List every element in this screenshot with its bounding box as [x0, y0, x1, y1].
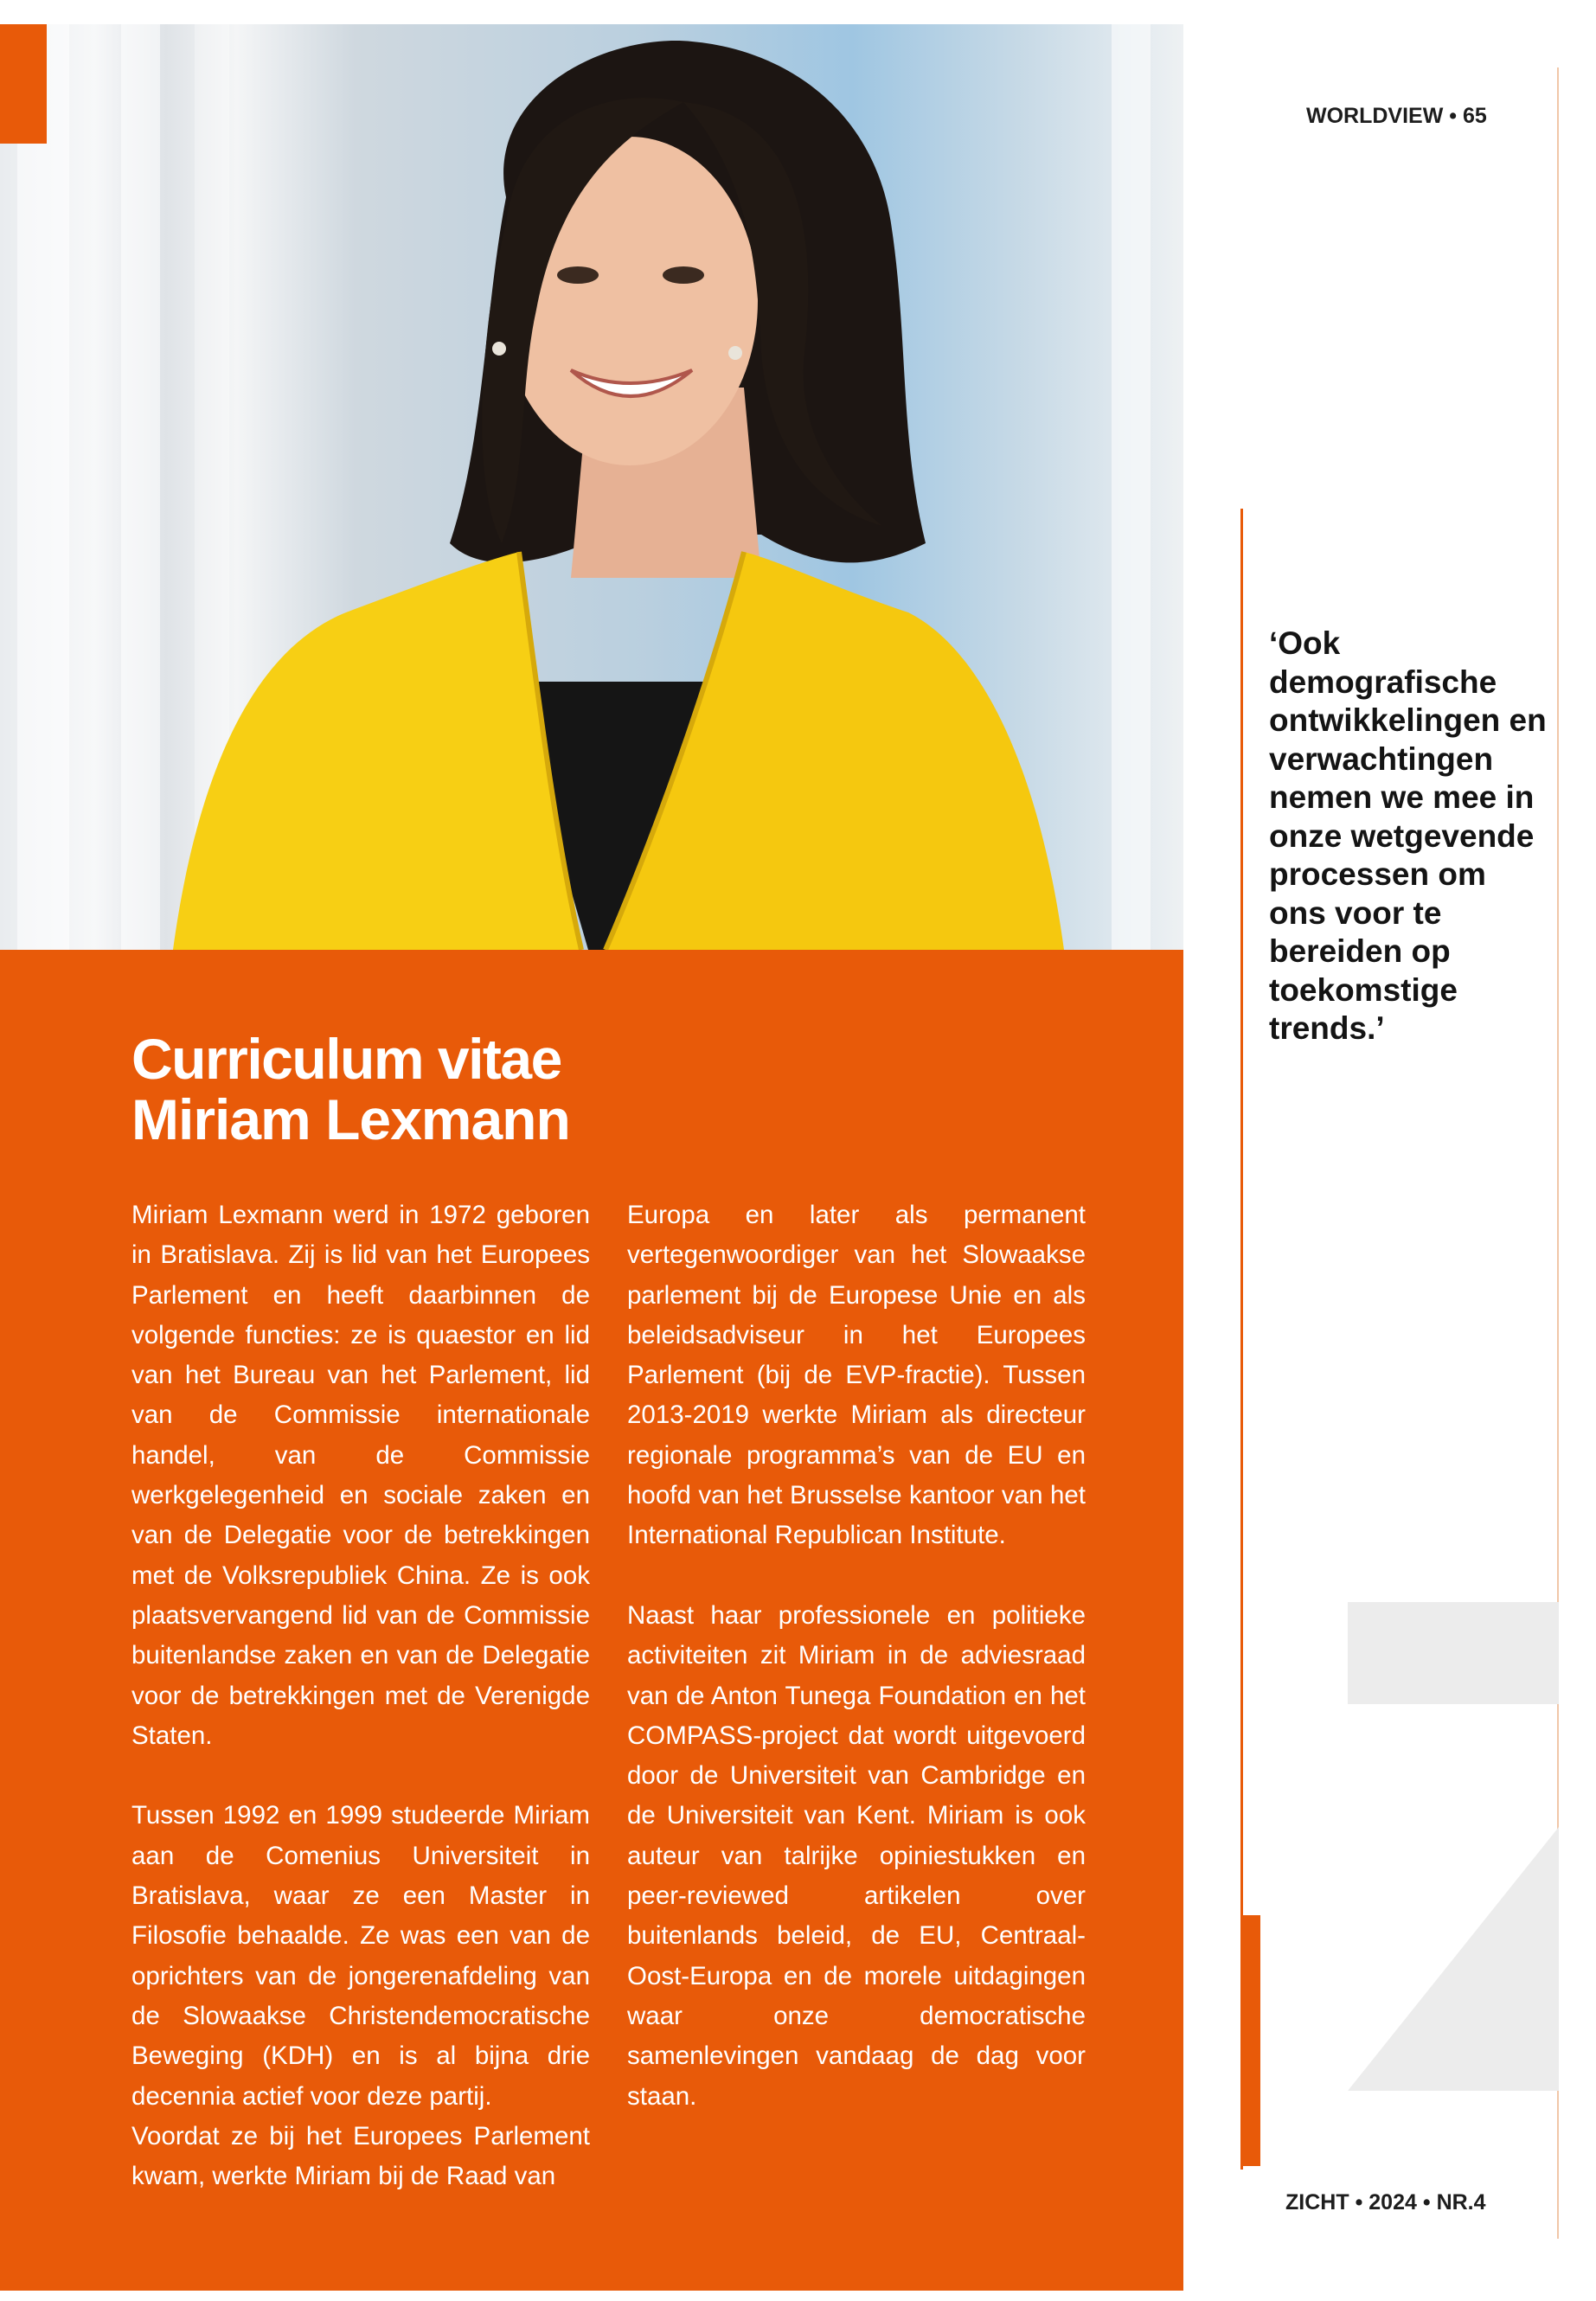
- accent-bar: [1243, 1915, 1260, 2166]
- footer-separator: •: [1355, 2190, 1363, 2214]
- corner-accent-block: [0, 24, 47, 144]
- cv-left-column: [131, 1195, 590, 2196]
- pull-quote: ‘Ook demografische ontwikkelingen en verwachtingen nemen we mee in onze wetgevende processen om ons voor te bereiden op toekomstige trends.’: [1269, 625, 1547, 1046]
- issue-number: NR.4: [1436, 2190, 1486, 2214]
- issue-year: 2024: [1368, 2190, 1417, 2214]
- page-number: 65: [1463, 104, 1487, 128]
- large-letter-z-graphic: [1244, 1602, 1559, 2173]
- cv-paragraph: Naast haar professionele en politieke activiteiten zit Miriam in de adviesraad van de Anton Tunega Foundation en het COMPASS-project dat wordt uitgevoerd door de Universiteit van Cambridge en de Universiteit van Kent. Miriam is ook auteur van talrijke opiniestukken en peer-reviewed artikelen over buitenlands beleid, de EU, Centraal-Oost-Europa en de morele uitdagingen waar onze democratische samenlevingen vandaag de dag voor staan.: [627, 1600, 1086, 2111]
- cv-paragraph: Tussen 1992 en 1999 studeerde Miriam aan de Comenius Universiteit in Bratislava, waar ze een Master in Filosofie behaalde. Ze was een van de oprichters van de jongerenafdeling van de Slowaakse Christendemocratische Beweging (KDH) en is al bijna drie decennia actief voor deze partij.: [131, 1801, 590, 2111]
- cv-paragraph: Europa en later als permanent vertegenwoordiger van het Slowaakse parlement bij de Europese Unie en als beleidsadviseur in het Europees Parlement (bij de EVP-fractie). Tussen 2013-2019 werkte Miriam als directeur regionale programma’s van de EU en hoofd van het Brusselse kantoor van het International Republican Institute.: [627, 1201, 1086, 1550]
- portrait-figure: [0, 24, 1183, 950]
- cv-paragraph: Miriam Lexmann werd in 1972 geboren in Bratislava. Zij is lid van het Europees Parlement en heeft daarbinnen de volgende functies: ze is quaestor en lid van het Bureau van het Parlement, lid van de Commissie internationale handel, van de Commissie werkgelegenheid en sociale zaken en van de Delegatie voor de betrekkingen met de Volksrepubliek China. Ze is ook plaatsvervangend lid van de Commissie buitenlandse zaken en van de Delegatie voor de betrekkingen met de Verenigde Staten.: [131, 1201, 590, 1750]
- cv-person-name: Miriam Lexmann: [131, 1087, 570, 1151]
- section-name: WORLDVIEW: [1306, 104, 1444, 128]
- running-footer: [1285, 2190, 1486, 2215]
- running-header: [1306, 104, 1487, 129]
- cv-paragraph: Voordat ze bij het Europees Parlement kwam, werkte Miriam bij de Raad van: [131, 2121, 590, 2191]
- magazine-name: ZICHT: [1285, 2190, 1349, 2214]
- footer-separator: •: [1422, 2190, 1431, 2214]
- portrait-photo: [0, 24, 1183, 950]
- cv-right-column: [627, 1195, 1086, 2117]
- cv-title: Curriculum vitae: [131, 1027, 561, 1091]
- header-separator: •: [1449, 104, 1458, 128]
